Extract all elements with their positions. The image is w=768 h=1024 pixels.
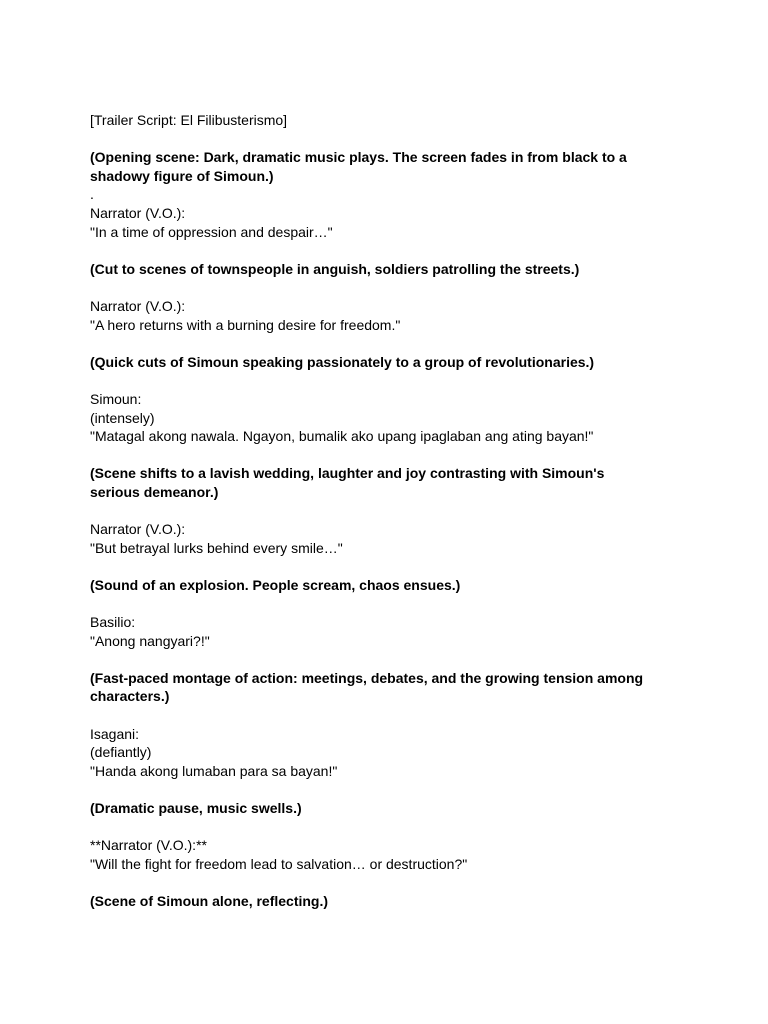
dialogue-line: "But betrayal lurks behind every smile…" [90,539,343,556]
speaker-simoun: Simoun: [90,390,142,407]
stage-direction: (Cut to scenes of townspeople in anguish, soldiers patrolling the streets.) [90,260,580,277]
stage-direction: (Fast-paced montage of action: meetings, debates, and the growing tension among characters.) [90,669,644,705]
speaker-narrator: **Narrator (V.O.):** [90,837,207,854]
dialogue-line: "Matagal akong nawala. Ngayon, bumalik ako upang ipaglaban ang ating bayan!" [90,428,594,445]
dialogue-line: "A hero returns with a burning desire for freedom." [90,316,401,333]
stage-direction: (Scene of Simoun alone, reflecting.) [90,892,329,909]
speaker-narrator: Narrator (V.O.): [90,521,186,538]
speaker-narrator: Narrator (V.O.): [90,204,186,221]
stage-direction: (Quick cuts of Simoun speaking passionately to a group of revolutionaries.) [90,353,595,370]
dialogue-line: "Anong nangyari?!" [90,632,210,649]
stage-direction: (Scene shifts to a lavish wedding, laughter and joy contrasting with Simoun's serious demeanor.) [90,465,605,500]
dialogue-line: "Will the fight for freedom lead to salvation… or destruction?" [90,855,468,872]
stray-dot: . [90,186,94,203]
script-title: [Trailer Script: El Filibusterismo] [90,112,288,128]
parenthetical: (defiantly) [90,744,152,761]
stage-direction: (Sound of an explosion. People scream, chaos ensues.) [90,576,461,593]
stage-direction-opening: (Opening scene: Dark, dramatic music plays. The screen fades in from black to a shadowy figure of Simoun.) [90,149,627,184]
script-body [90,111,650,911]
speaker-isagani: Isagani: [90,725,140,742]
parenthetical: (intensely) [90,409,155,426]
speaker-basilio: Basilio: [90,614,136,631]
dialogue-line: "In a time of oppression and despair…" [90,223,333,240]
dialogue-line: "Handa akong lumaban para sa bayan!" [90,762,338,779]
speaker-narrator: Narrator (V.O.): [90,297,186,314]
stage-direction: (Dramatic pause, music swells.) [90,799,302,816]
